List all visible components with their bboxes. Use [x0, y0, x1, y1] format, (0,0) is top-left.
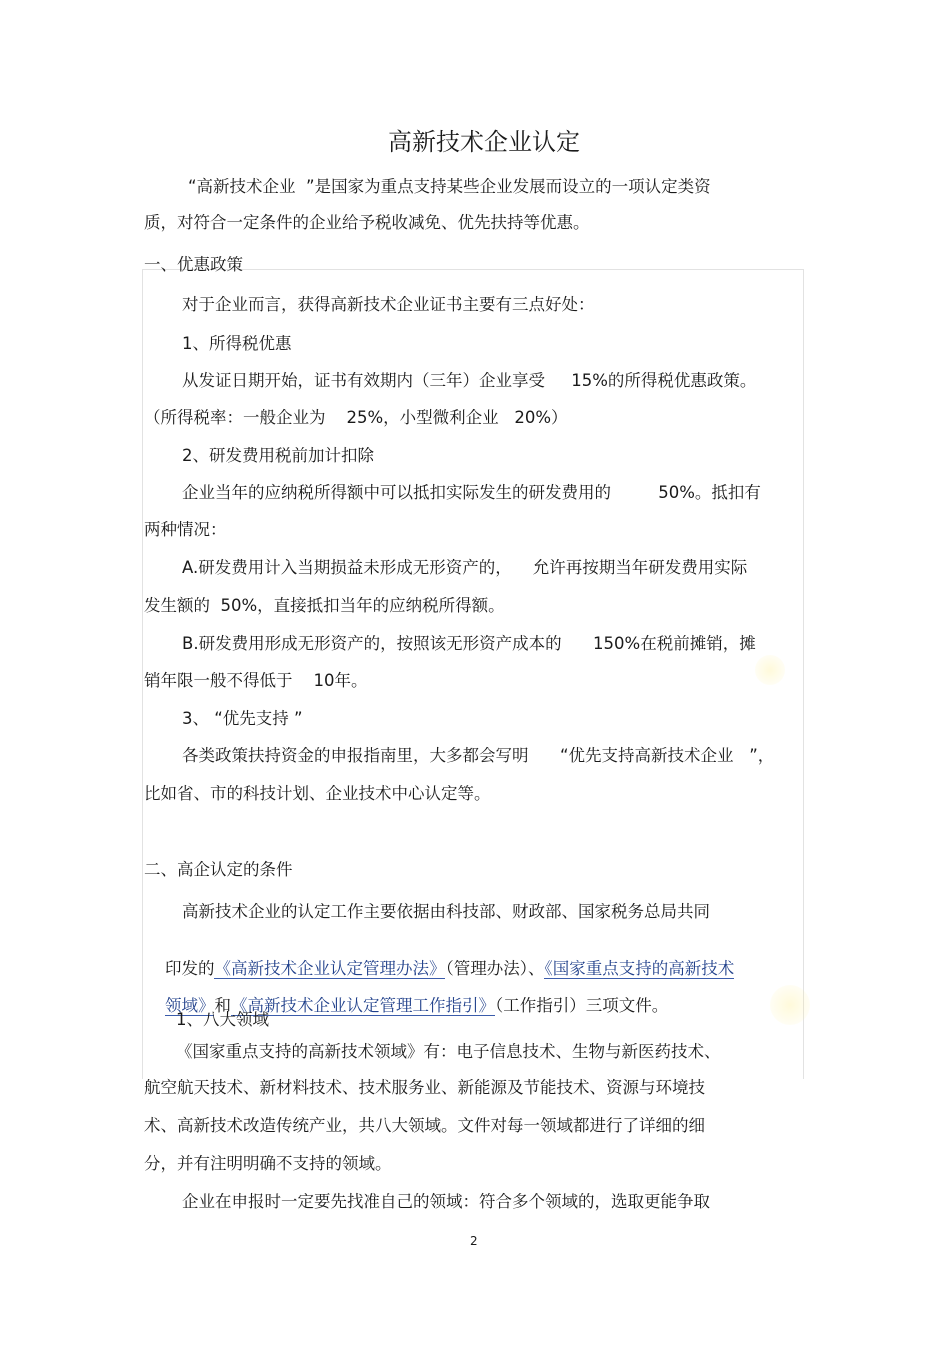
paragraph-line: 企业在申报时一定要先找准自己的领域：符合多个领域的，选取更能争取 — [182, 1192, 710, 1211]
paragraph-line: 发生额的 50%，直接抵扣当年的应纳税所得额。 — [144, 596, 505, 615]
frame-border-right — [803, 269, 804, 1079]
section-heading: 一、优惠政策 — [144, 255, 243, 274]
paragraph-line: 航空航天技术、新材料技术、技术服务业、新能源及节能技术、资源与环境技 — [144, 1078, 705, 1097]
paragraph-line: （所得税率：一般企业为 25%，小型微利企业 20%） — [144, 408, 568, 427]
paragraph-line: 销年限一般不得低于 10年。 — [144, 671, 368, 690]
paragraph-line: 各类政策扶持资金的申报指南里，大多都会写明 “优先支持高新技术企业 ”， — [182, 746, 775, 765]
subheading: 1、所得税优惠 — [182, 334, 292, 353]
paragraph-line: 对于企业而言，获得高新技术企业证书主要有三点好处： — [182, 295, 595, 314]
text-run: 印发的 — [164, 959, 215, 978]
frame-border-left — [142, 269, 143, 1079]
section-heading: 二、高企认定的条件 — [144, 860, 293, 879]
link-guojia-zhongdian-lingyu-cont[interactable]: 领域》 — [164, 996, 215, 1015]
paragraph-line: 两种情况： — [144, 520, 227, 539]
link-gongzuo-zhiyin[interactable]: 《高新技术企业认定管理工作指引》 — [230, 996, 495, 1015]
paragraph-line: 高新技术企业的认定工作主要依据由科技部、财政部、国家税务总局共同 — [182, 902, 710, 921]
paragraph-line: B.研发费用形成无形资产的，按照该无形资产成本的 150%在税前摊销，摊 — [182, 634, 756, 653]
text-run: （管理办法）、 — [445, 959, 545, 978]
text-run: （工作指引）三项文件。 — [494, 996, 669, 1015]
paragraph-line: 术、高新技术改造传统产业，共八大领域。文件对每一领域都进行了详细的细 — [144, 1116, 705, 1135]
faint-mark — [755, 655, 785, 685]
paragraph-line: 企业当年的应纳税所得额中可以抵扣实际发生的研发费用的 50%。抵扣有 — [182, 483, 761, 502]
paragraph-line: A.研发费用计入当期损益未形成无形资产的， 允许再按期当年研发费用实际 — [182, 558, 748, 577]
paragraph-line: 比如省、市的科技计划、企业技术中心认定等。 — [144, 784, 491, 803]
subheading: 2、研发费用税前加计扣除 — [182, 446, 374, 465]
subheading: 1、八大领域 — [176, 1010, 269, 1029]
text-run: 和 — [214, 996, 231, 1015]
link-gaoqi-guanli-banfa[interactable]: 《高新技术企业认定管理办法》 — [214, 959, 446, 978]
intro-line: “高新技术企业 ”是国家为重点支持某些企业发展而设立的一项认定类资 — [188, 177, 711, 196]
subheading: 3、 “优先支持 ” — [182, 709, 303, 728]
paragraph-line: 分，并有注明明确不支持的领域。 — [144, 1154, 392, 1173]
link-guojia-zhongdian-lingyu[interactable]: 《国家重点支持的高新技术 — [544, 959, 735, 978]
intro-line: 质，对符合一定条件的企业给予税收减免、优先扶持等优惠。 — [144, 213, 590, 232]
page-title: 高新技术企业认定 — [388, 128, 580, 156]
paragraph-line: 从发证日期开始，证书有效期内（三年）企业享受 15%的所得税优惠政策。 — [182, 371, 757, 390]
paragraph-line: 《国家重点支持的高新技术领域》有：电子信息技术、生物与新医药技术、 — [176, 1042, 721, 1061]
faint-mark — [770, 985, 810, 1025]
page-number: 2 — [470, 1234, 478, 1248]
